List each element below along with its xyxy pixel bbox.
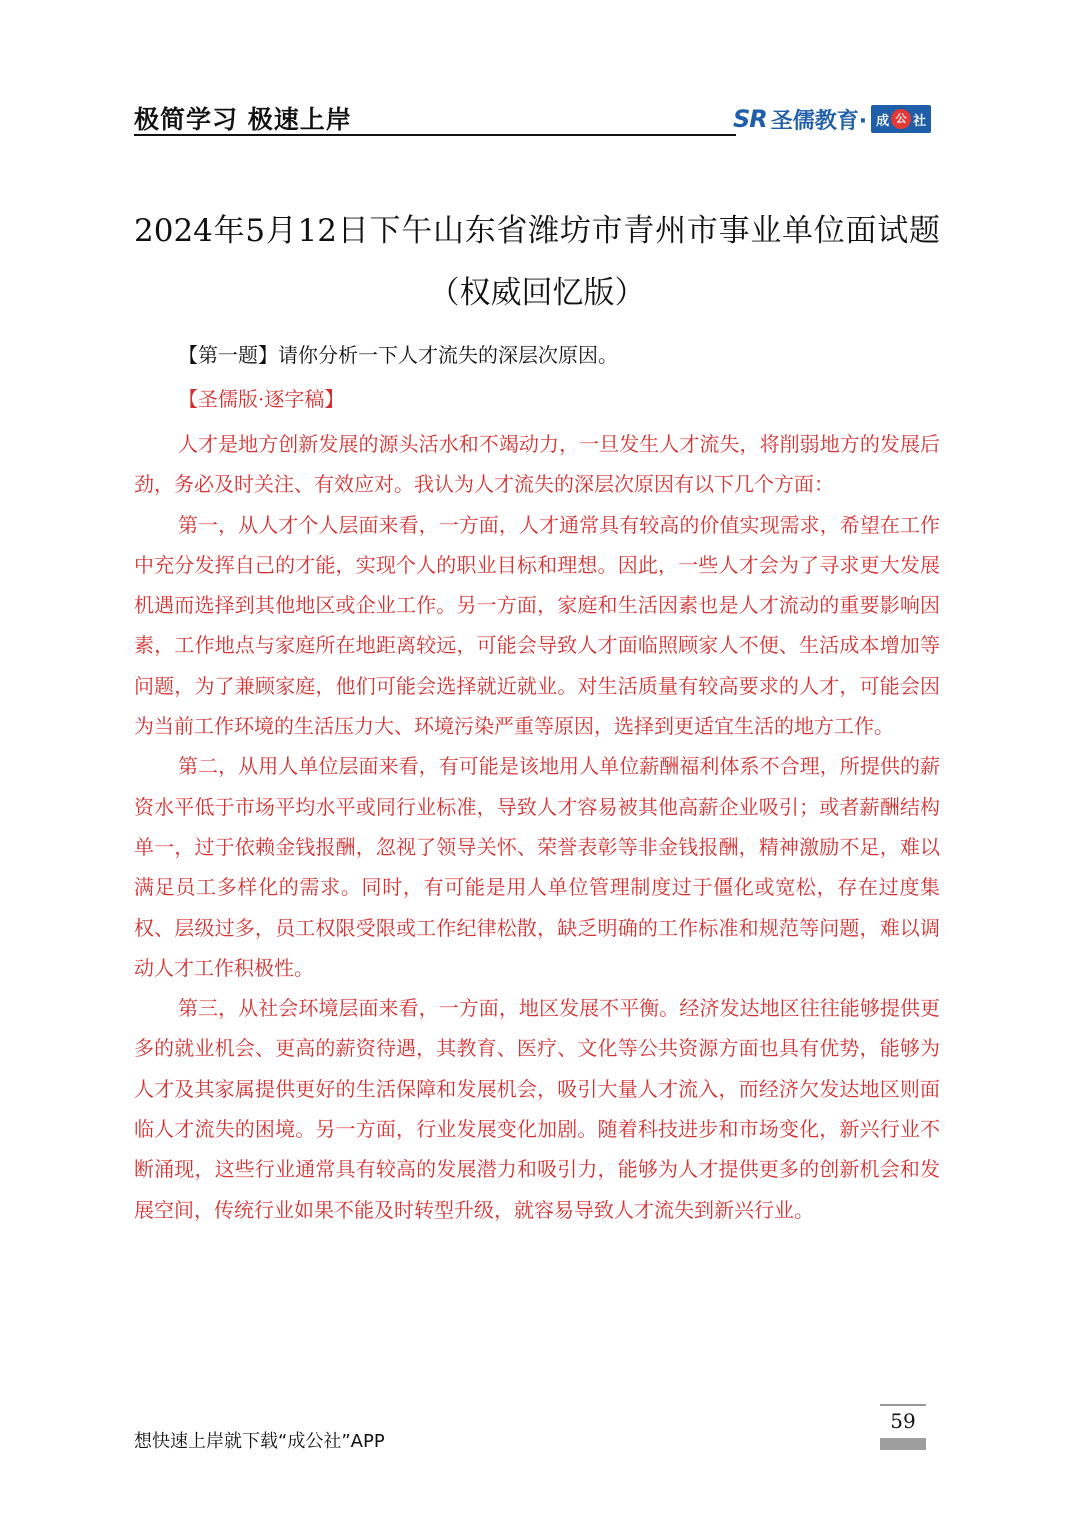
page-number-bar (880, 1438, 926, 1450)
paragraph-intro: 人才是地方创新发展的源头活水和不竭动力，一旦发生人才流失，将削弱地方的发展后劲，务必及时关注、有效应对。我认为人才流失的深层次原因有以下几个方面： (134, 432, 940, 497)
logo-badge-right: 社 (913, 113, 927, 129)
footer-promo: 想快速上岸就下载“成公社”APP (134, 1431, 385, 1452)
answer-body (134, 424, 940, 1230)
page-number-box (880, 1404, 926, 1450)
page-number: 59 (890, 1409, 916, 1433)
header-divider (134, 134, 736, 136)
question-heading: 【第一题】请你分析一下人才流失的深层次原因。 (178, 343, 618, 367)
logo-badge-left: 成 (876, 113, 890, 129)
logo-badge (871, 105, 931, 133)
paragraph-third: 第三，从社会环境层面来看，一方面，地区发展不平衡。经济发达地区往往能够提供更多的就业机会、更高的薪资待遇，其教育、医疗、文化等公共资源方面也具有优势，能够为人才及其家属提供更好的生活保障和发展机会，吸引大量人才流入，而经济欠发达地区则面临人才流失的困境。另一方面，行业发展变化加剧。随着科技进步和市场变化，新兴行业不断涌现，这些行业通常具有较高的发展潜力和吸引力，能够为人才提供更多的创新机会和发展空间，传统行业如果不能及时转型升级，就容易导致人才流失到新兴行业。 (134, 996, 940, 1222)
logo-text: 圣儒教育· (770, 108, 868, 134)
paragraph-second: 第二，从用人单位层面来看，有可能是该地用人单位薪酬福利体系不合理，所提供的薪资水平低于市场平均水平或同行业标准，导致人才容易被其他高薪企业吸引；或者薪酬结构单一，过于依赖金钱报酬，忽视了领导关怀、荣誉表彰等非金钱报酬，精神激励不足，难以满足员工多样化的需求。同时，有可能是用人单位管理制度过于僵化或宽松，存在过度集权、层级过多，员工权限受限或工作纪律松散，缺乏明确的工作标准和规范等问题，难以调动人才工作积极性。 (134, 754, 940, 980)
brand-logo (733, 104, 931, 134)
header-slogan: 极简学习 极速上岸 (134, 105, 352, 134)
version-label: 【圣儒版·逐字稿】 (178, 387, 345, 411)
page-title: 2024年5月12日下午山东省潍坊市青州市事业单位面试题（权威回忆版） (134, 213, 940, 311)
logo-badge-circle: 公 (891, 109, 911, 129)
logo-mark: SR (733, 105, 767, 133)
paragraph-first: 第一，从人才个人层面来看，一方面，人才通常具有较高的价值实现需求，希望在工作中充分发挥自己的才能，实现个人的职业目标和理想。因此，一些人才会为了寻求更大发展机遇而选择到其他地区或企业工作。另一方面，家庭和生活因素也是人才流动的重要影响因素，工作地点与家庭所在地距离较远，可能会导致人才面临照顾家人不便、生活成本增加等问题，为了兼顾家庭，他们可能会选择就近就业。对生活质量有较高要求的人才，可能会因为当前工作环境的生活压力大、环境污染严重等原因，选择到更适宜生活的地方工作。 (134, 512, 940, 739)
